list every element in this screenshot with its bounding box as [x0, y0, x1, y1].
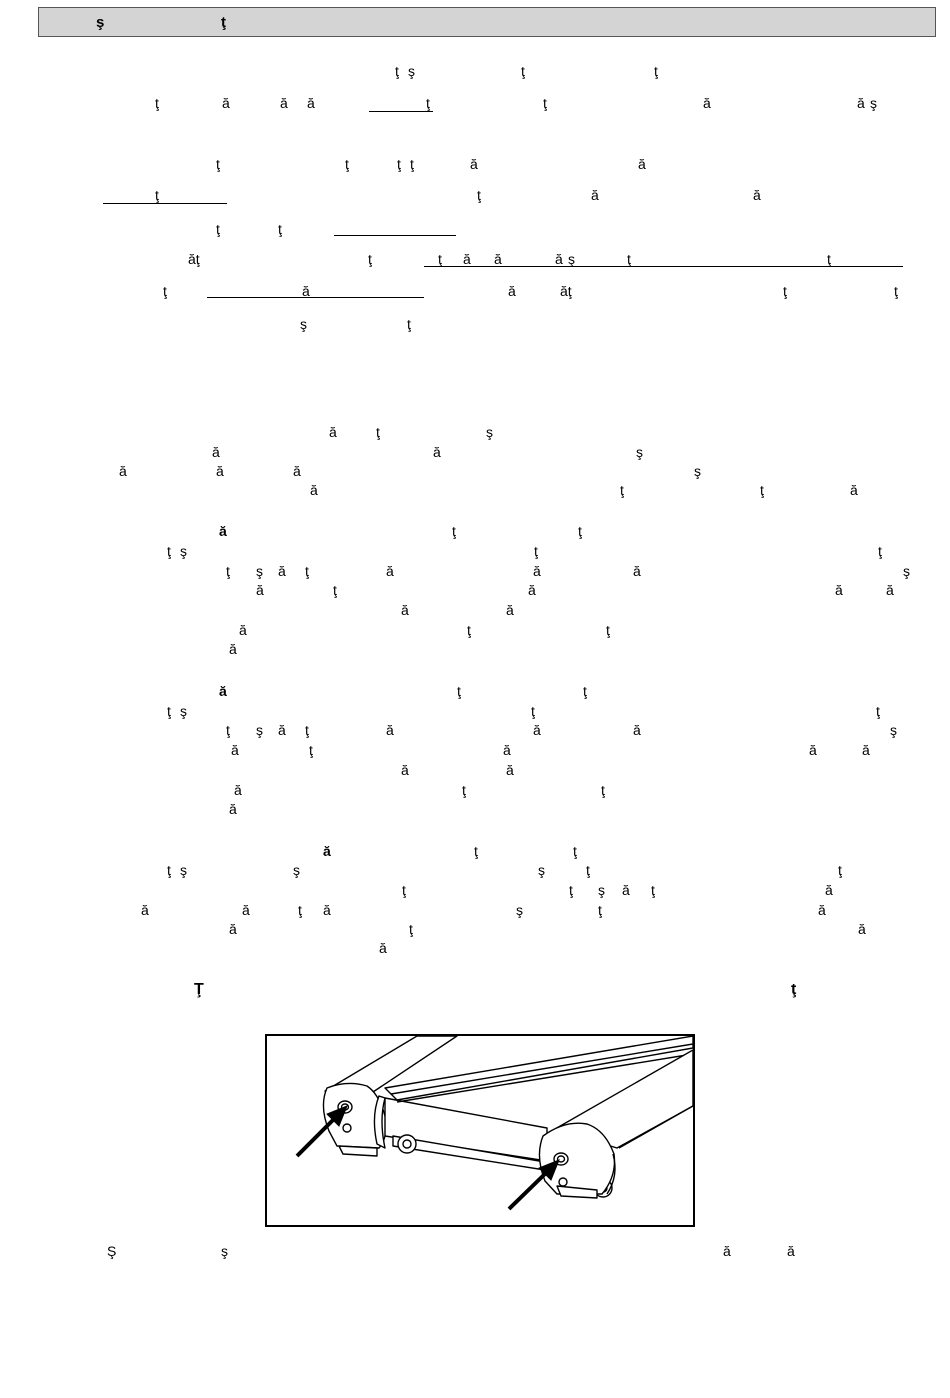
treadmill-rear-illustration: [267, 1036, 693, 1225]
text-fragment: ţ: [395, 63, 399, 79]
text-fragment: ă: [633, 563, 641, 579]
text-fragment: ţ: [457, 683, 461, 699]
text-fragment: ţ: [402, 882, 406, 898]
text-fragment: ă: [857, 95, 865, 111]
caption-glyph: ţ: [791, 981, 797, 998]
text-fragment: ă: [506, 602, 514, 618]
text-fragment: ţ: [531, 703, 535, 719]
text-fragment: ă: [555, 251, 563, 267]
text-fragment: ţ: [167, 543, 171, 559]
text-fragment: ş: [598, 882, 605, 898]
text-fragment: ţ: [894, 283, 898, 299]
text-fragment: ă: [293, 463, 301, 479]
text-fragment: ăţ: [188, 251, 200, 267]
text-fragment: ţ: [216, 156, 220, 172]
text-fragment: ţ: [586, 862, 590, 878]
text-fragment: ţ: [601, 782, 605, 798]
text-fragment: ă: [494, 251, 502, 267]
text-fragment: ă: [809, 742, 817, 758]
text-fragment: ş: [890, 722, 897, 738]
text-fragment: ţ: [627, 251, 631, 267]
text-fragment: ă: [229, 921, 237, 937]
text-fragment: ă: [386, 722, 394, 738]
text-fragment: ţ: [651, 882, 655, 898]
text-fragment: ă: [470, 156, 478, 172]
text-fragment: ţ: [462, 782, 466, 798]
underline: [424, 266, 903, 267]
text-fragment: ă: [401, 602, 409, 618]
text-fragment: ă: [379, 940, 387, 956]
text-fragment: ţ: [583, 683, 587, 699]
header-glyph: ţ: [221, 14, 226, 31]
text-fragment: ş: [516, 902, 523, 918]
underline: [207, 297, 424, 298]
text-fragment: ş: [180, 543, 187, 559]
text-fragment: ţ: [163, 283, 167, 299]
text-fragment: ţ: [298, 902, 302, 918]
text-fragment: ţ: [345, 156, 349, 172]
text-fragment: ţ: [167, 862, 171, 878]
text-fragment: ă: [278, 563, 286, 579]
text-fragment: ă: [787, 1243, 795, 1259]
underline: [103, 203, 227, 204]
text-fragment: ş: [568, 251, 575, 267]
text-fragment: ă: [231, 742, 239, 758]
underline: [334, 235, 456, 236]
text-fragment: ţ: [426, 95, 430, 111]
text-fragment: ă: [119, 463, 127, 479]
text-fragment: ţ: [876, 703, 880, 719]
text-fragment: Ş: [107, 1243, 117, 1259]
text-fragment: ă: [508, 283, 516, 299]
text-fragment: ş: [694, 463, 701, 479]
text-fragment: ă: [222, 95, 230, 111]
text-fragment: ţ: [620, 482, 624, 498]
text-fragment: ă: [256, 582, 264, 598]
caption-glyph: Ţ: [194, 981, 204, 998]
text-fragment: ş: [293, 862, 300, 878]
text-fragment: ăţ: [560, 283, 572, 299]
text-fragment: ă: [886, 582, 894, 598]
header-glyph: ş: [96, 14, 105, 31]
text-fragment: ţ: [167, 703, 171, 719]
text-fragment: ş: [408, 63, 415, 79]
text-fragment: ţ: [521, 63, 525, 79]
text-fragment: ă: [229, 641, 237, 657]
text-fragment: ă: [506, 762, 514, 778]
text-fragment: ţ: [452, 523, 456, 539]
text-fragment: ă: [280, 95, 288, 111]
text-fragment: ţ: [878, 543, 882, 559]
text-fragment: ă: [278, 722, 286, 738]
text-fragment: ţ: [376, 424, 380, 440]
text-fragment: ă: [141, 902, 149, 918]
text-fragment: ş: [180, 703, 187, 719]
text-fragment: ş: [256, 722, 263, 738]
text-fragment: ţ: [573, 843, 577, 859]
text-fragment: ă: [216, 463, 224, 479]
text-fragment: ă: [835, 582, 843, 598]
text-fragment: ă: [622, 882, 630, 898]
text-fragment: ţ: [368, 251, 372, 267]
text-fragment: ă: [503, 742, 511, 758]
text-fragment: ş: [180, 862, 187, 878]
text-fragment: ţ: [569, 882, 573, 898]
text-fragment: ă: [229, 801, 237, 817]
text-fragment: ă: [234, 782, 242, 798]
text-fragment: ţ: [226, 722, 230, 738]
text-fragment: ă: [433, 444, 441, 460]
text-fragment: ă: [242, 902, 250, 918]
text-fragment: ş: [636, 444, 643, 460]
text-fragment: ţ: [543, 95, 547, 111]
text-fragment: ţ: [474, 843, 478, 859]
text-fragment: ţ: [226, 563, 230, 579]
text-fragment: ţ: [155, 187, 159, 203]
text-fragment: ş: [300, 316, 307, 332]
text-fragment: ţ: [578, 523, 582, 539]
text-fragment: ă: [212, 444, 220, 460]
text-fragment: ţ: [827, 251, 831, 267]
text-fragment: ă: [825, 882, 833, 898]
text-fragment: ţ: [305, 563, 309, 579]
text-fragment: ă: [528, 582, 536, 598]
text-fragment: ă: [591, 187, 599, 203]
text-fragment: ţ: [760, 482, 764, 498]
text-fragment: ă: [323, 843, 331, 859]
text-fragment: ş: [538, 862, 545, 878]
text-fragment: ţ: [598, 902, 602, 918]
text-fragment: ţ: [410, 156, 414, 172]
text-fragment: ţ: [155, 95, 159, 111]
text-fragment: ţ: [654, 63, 658, 79]
text-fragment: ş: [870, 95, 877, 111]
text-fragment: ă: [219, 523, 227, 539]
underline: [369, 111, 433, 112]
text-fragment: ă: [633, 722, 641, 738]
text-fragment: ă: [219, 683, 227, 699]
text-fragment: ă: [858, 921, 866, 937]
text-fragment: ă: [533, 722, 541, 738]
treadmill-figure: [265, 1034, 695, 1227]
text-fragment: ţ: [409, 921, 413, 937]
text-fragment: ă: [638, 156, 646, 172]
text-fragment: ă: [323, 902, 331, 918]
text-fragment: ţ: [305, 722, 309, 738]
text-fragment: ţ: [333, 582, 337, 598]
text-fragment: ţ: [467, 622, 471, 638]
text-fragment: ă: [329, 424, 337, 440]
text-fragment: ă: [239, 622, 247, 638]
text-fragment: ă: [307, 95, 315, 111]
text-fragment: ă: [850, 482, 858, 498]
text-fragment: ă: [862, 742, 870, 758]
text-fragment: ă: [401, 762, 409, 778]
text-fragment: ă: [386, 563, 394, 579]
text-fragment: ţ: [278, 221, 282, 237]
text-fragment: ţ: [606, 622, 610, 638]
text-fragment: ş: [256, 563, 263, 579]
text-fragment: ş: [486, 424, 493, 440]
text-fragment: ă: [533, 563, 541, 579]
text-fragment: ţ: [397, 156, 401, 172]
text-fragment: ă: [302, 283, 310, 299]
text-fragment: ă: [463, 251, 471, 267]
text-fragment: ţ: [477, 187, 481, 203]
text-fragment: ă: [703, 95, 711, 111]
text-fragment: ţ: [838, 862, 842, 878]
text-fragment: ţ: [783, 283, 787, 299]
text-fragment: ţ: [534, 543, 538, 559]
text-fragment: ă: [753, 187, 761, 203]
text-fragment: ş: [221, 1243, 228, 1259]
text-fragment: ă: [310, 482, 318, 498]
text-fragment: ţ: [216, 221, 220, 237]
text-fragment: ţ: [438, 251, 442, 267]
text-fragment: ă: [818, 902, 826, 918]
text-fragment: ţ: [407, 316, 411, 332]
section-header-bar: [38, 7, 936, 37]
text-fragment: ţ: [309, 742, 313, 758]
text-fragment: ă: [723, 1243, 731, 1259]
text-fragment: ş: [903, 563, 910, 579]
